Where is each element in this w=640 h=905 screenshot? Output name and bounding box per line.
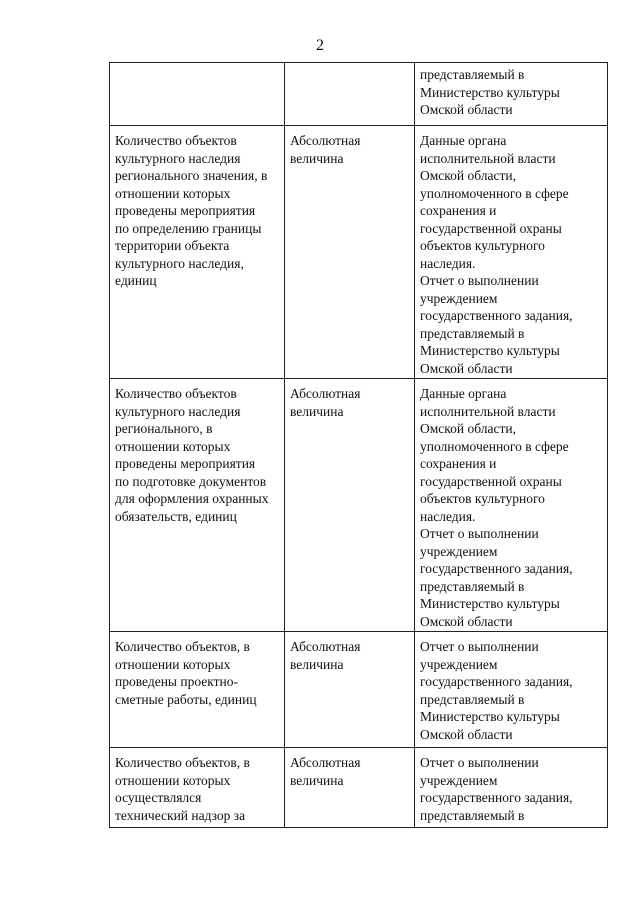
indicator-cell <box>110 63 285 126</box>
indicator-cell: Количество объектов, в отношении которых проведены проектно- сметные работы, единиц <box>110 632 285 748</box>
table-row <box>110 379 608 632</box>
indicator-cell: Количество объектов культурного наследия регионального, в отношении которых проведены мероприятия по подготовке документов для оформления охранных обязательств, единиц <box>110 379 285 632</box>
table-row <box>110 63 608 126</box>
page-number: 2 <box>316 37 324 54</box>
unit-cell: Абсолютная величина <box>285 748 415 828</box>
unit-cell <box>285 63 415 126</box>
indicator-cell: Количество объектов, в отношении которых осуществлялся технический надзор за <box>110 748 285 828</box>
unit-cell: Абсолютная величина <box>285 126 415 379</box>
table-row <box>110 126 608 379</box>
unit-cell: Абсолютная величина <box>285 379 415 632</box>
table-row <box>110 748 608 828</box>
source-cell: Данные органа исполнительной власти Омской области, уполномоченного в сфере сохранения и государственной охраны объектов культурного наследия. Отчет о выполнении учреждением государственного задания, представляемый в Министерство культуры Омской области <box>415 126 608 379</box>
table-row <box>110 632 608 748</box>
source-cell: Данные органа исполнительной власти Омской области, уполномоченного в сфере сохранения и государственной охраны объектов культурного наследия. Отчет о выполнении учреждением государственного задания, представляемый в Министерство культуры Омской области <box>415 379 608 632</box>
source-cell: Отчет о выполнении учреждением государственного задания, представляемый в Министерство культуры Омской области <box>415 632 608 748</box>
indicators-table <box>109 62 608 828</box>
source-cell: представляемый в Министерство культуры Омской области <box>415 63 608 126</box>
indicator-cell: Количество объектов культурного наследия регионального значения, в отношении которых проведены мероприятия по определению границы территории объекта культурного наследия, единиц <box>110 126 285 379</box>
unit-cell: Абсолютная величина <box>285 632 415 748</box>
source-cell: Отчет о выполнении учреждением государственного задания, представляемый в <box>415 748 608 828</box>
